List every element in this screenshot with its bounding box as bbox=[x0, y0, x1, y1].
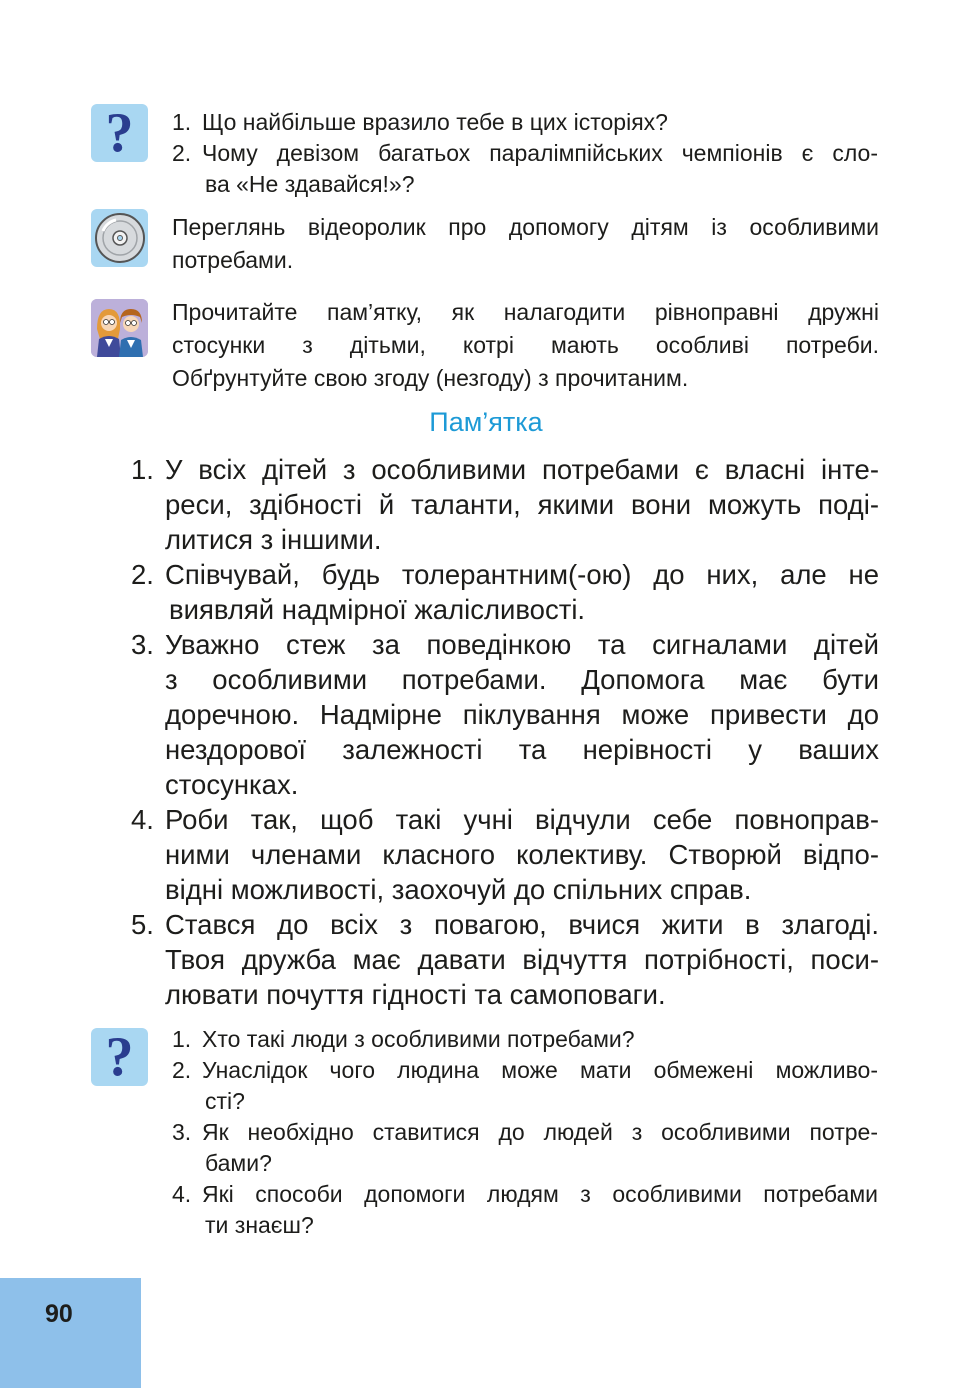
memo-title: Пам’ятка bbox=[429, 407, 543, 437]
list-item: 3. Уважно стеж за поведінкою та сигналами дітей з особливими потребами. Допомога має бути доречною. Надмірне піклування може привести до нездорової залежності та нерівності у ваших стосунках. bbox=[131, 629, 879, 800]
page-number-tab bbox=[0, 1278, 141, 1388]
questions-top-list bbox=[172, 107, 878, 200]
list-item: 2. Співчувай, будь толерантним(-ою) до них, але не виявляй надмірної жалісливості. bbox=[131, 559, 879, 625]
list-item: 1. У всіх дітей з особливими потребами є власні інте- реси, здібності й таланти, якими вони можуть поді- литися з іншими. bbox=[131, 454, 879, 555]
question-icon: ? bbox=[91, 104, 148, 162]
list-item: 2. Чому девізом багатьох паралімпійських чемпіонів є сло- bbox=[172, 140, 878, 166]
two-children-icon bbox=[91, 299, 148, 357]
memo-list bbox=[131, 452, 879, 1012]
list-item: 4. Роби так, щоб такі учні відчули себе повноправ- ними членами класного колективу. Створюй відпо- відні можливості, заохочуй до спільних справ. bbox=[131, 804, 879, 905]
list-item: 5. Стався до всіх з повагою, вчися жити в злагоді. Твоя дружба має давати відчуття потрібності, поси- лювати почуття гідності та самоповаги. bbox=[131, 909, 879, 1010]
list-item: 4. Які способи допомоги людям з особливими потребами ти знаєш? bbox=[172, 1181, 878, 1238]
questions-bottom-list bbox=[172, 1024, 878, 1241]
list-item: 1. Хто такі люди з особливими потребами? bbox=[172, 1026, 635, 1052]
group-task-text: Прочитайте пам’ятку, як налагодити рівноправні дружні стосунки з дітьми, котрі мають особливі потреби. Обґрунтуйте свою згоду (незгоду) з прочитаним. bbox=[172, 299, 879, 391]
disc-icon bbox=[91, 209, 148, 267]
list-item: 3. Як необхідно ставитися до людей з особливими потре- бами? bbox=[172, 1119, 878, 1176]
page-number: 90 bbox=[45, 1300, 73, 1328]
list-item: ва «Не здавайся!»? bbox=[205, 171, 415, 197]
question-icon: ? bbox=[91, 1028, 148, 1086]
list-item: 2. Унаслідок чого людина може мати обмежені можливо- сті? bbox=[172, 1057, 878, 1114]
video-task-text: Переглянь відеоролик про допомогу дітям із особливими потребами. bbox=[172, 214, 879, 273]
list-item: 1. Що найбільше вразило тебе в цих історіях? bbox=[172, 109, 668, 135]
